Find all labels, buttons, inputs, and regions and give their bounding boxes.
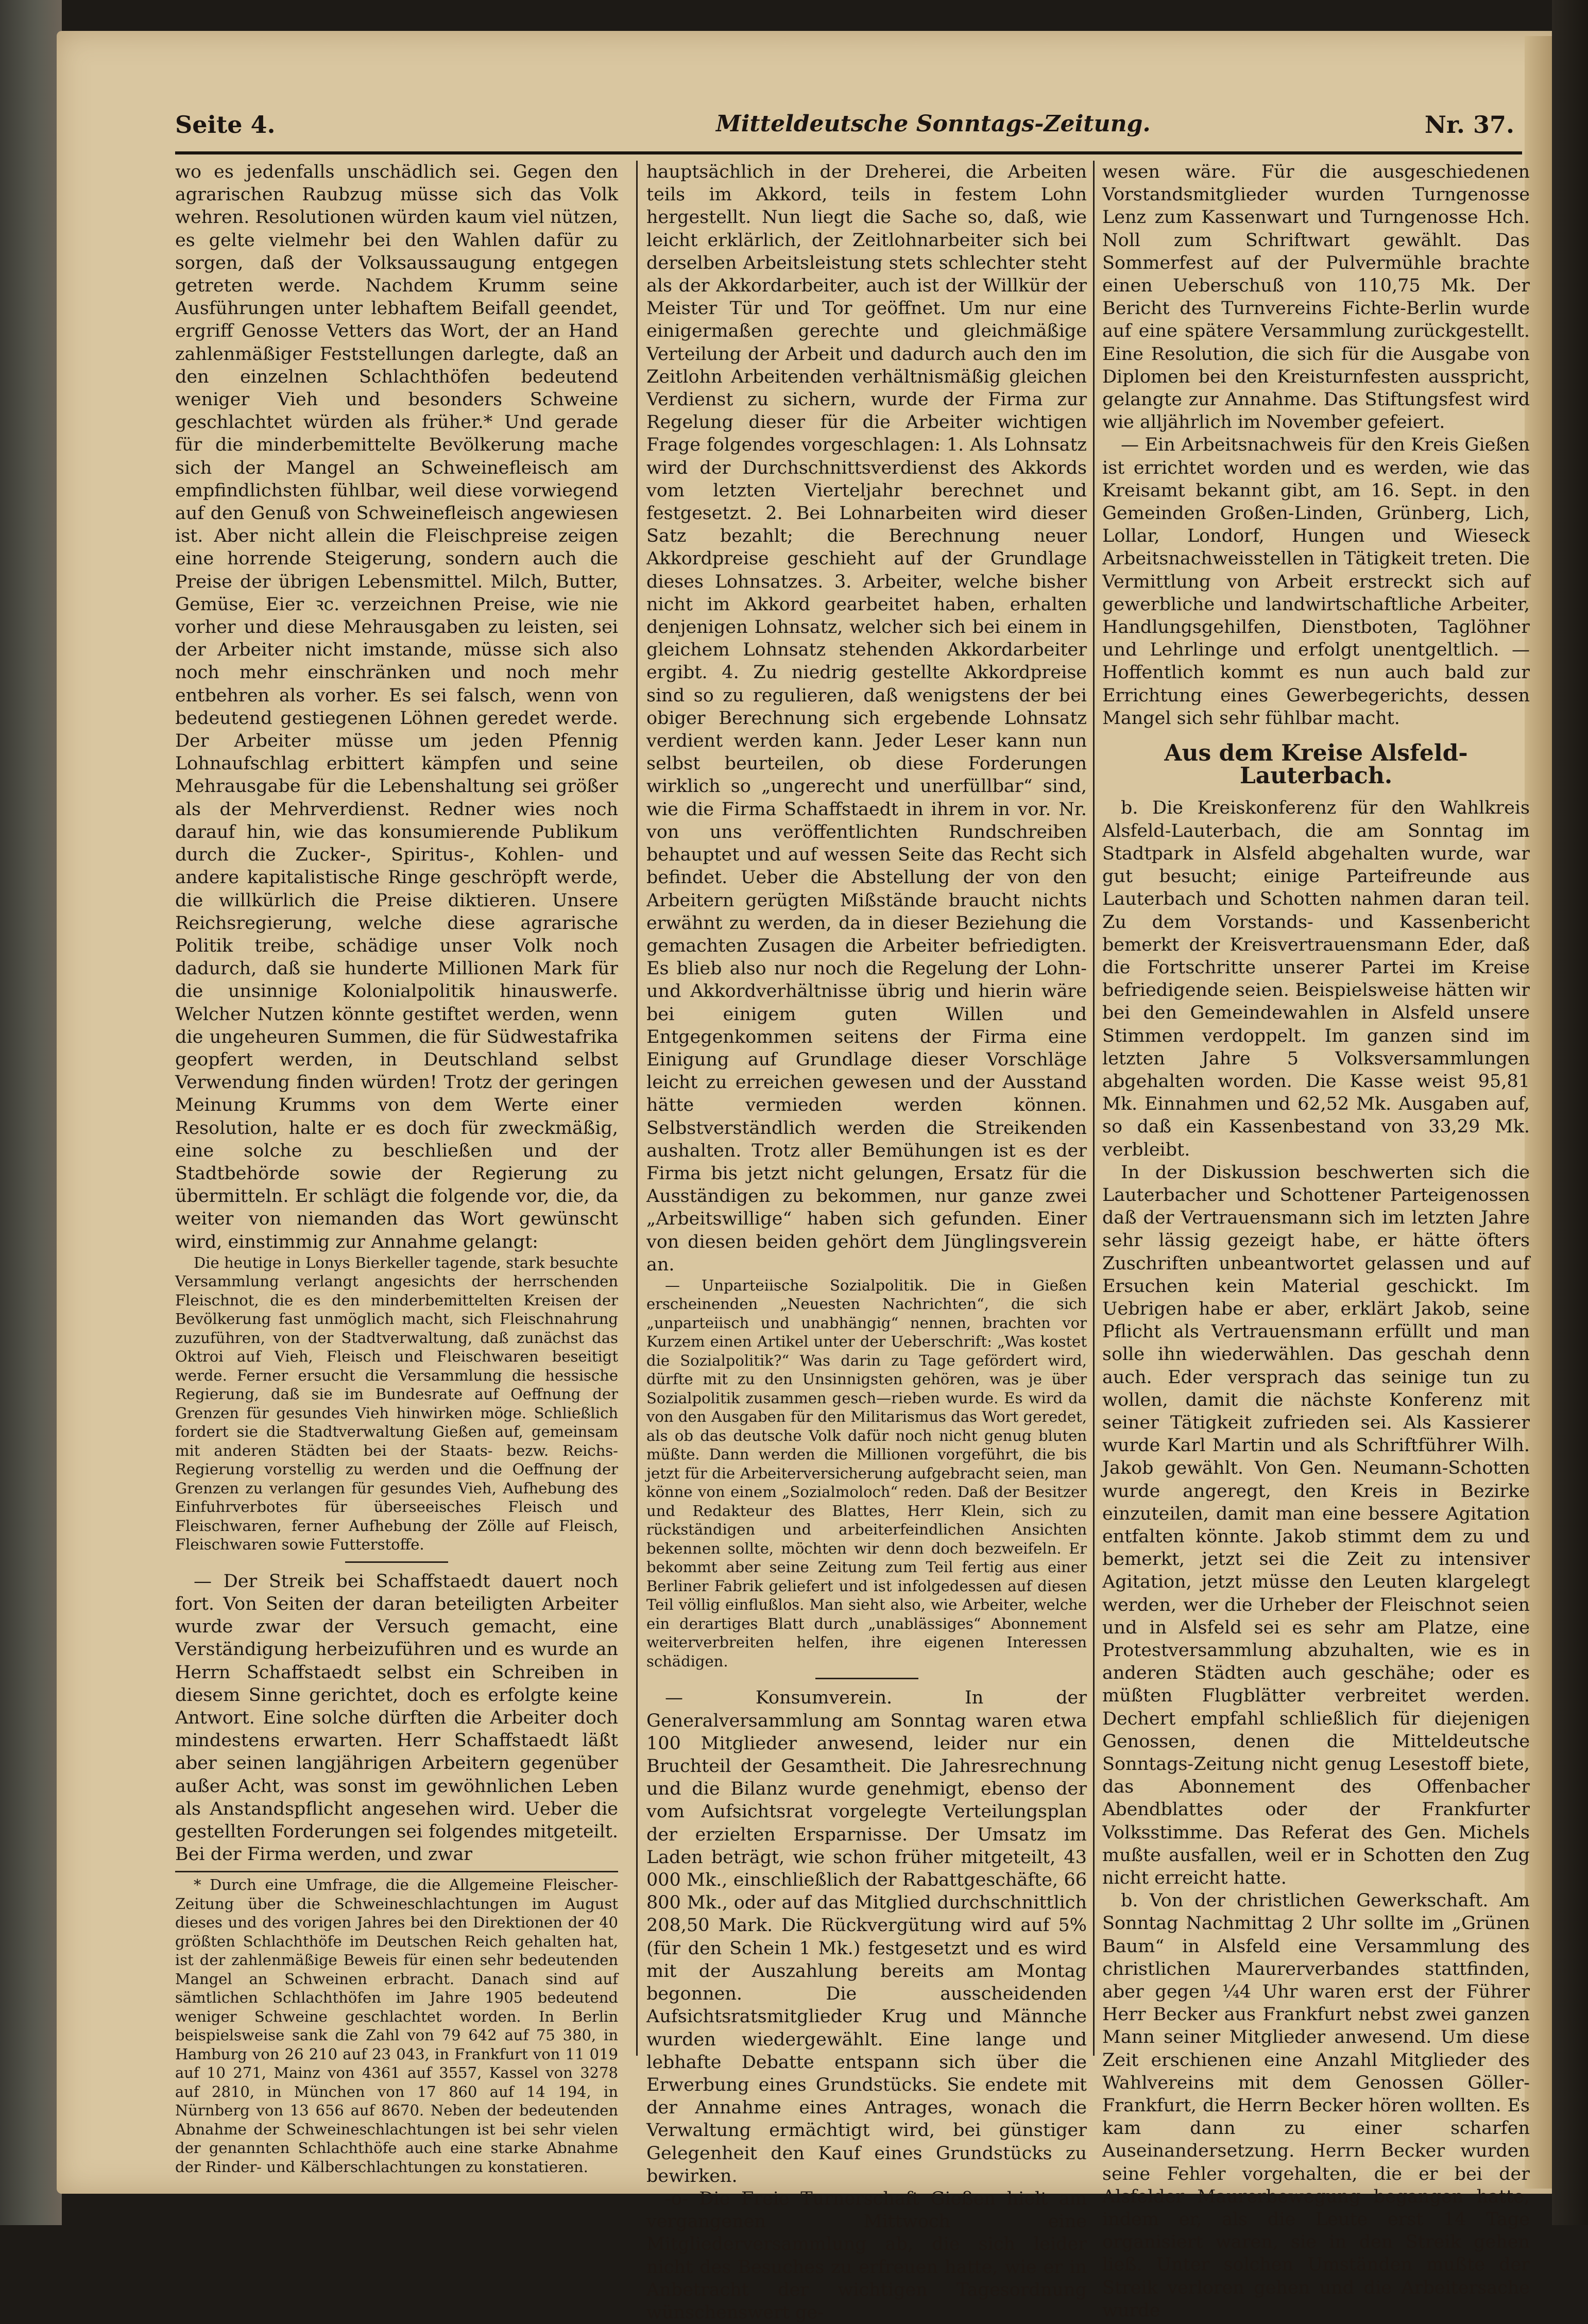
article-text: — Konsumverein. In der Generalversammlung am Sonntag waren etwa 100 Mitglieder anwesend, leider nur ein Bruchteil der Gesamtheit. Die Jahresrechnung und die Bilanz wurde genehmigt, ebenso der vom Aufsichtsrat vorgelegte Verteilungsplan der erzielten Ersparnisse. Der Umsatz im Laden beträgt, wie schon früher mitgeteilt, 43 000 Mk., einschließlich der Rabattgeschäfte, 66 800 Mk., oder auf das Mitglied durchschnittlich 208,50 Mark. Die Rückvergütung wird auf 5% (für den Schein 1 Mk.) festgesetzt und es wird mit der Auszahlung bereits am Montag begonnen. Die ausscheidenden Aufsichtsratsmitglieder Krug und Männche wurden wiedergewählt. Eine lange und lebhafte Debatte entspann sich über die Erwerbung eines Grundstücks. Sie endete mit der Annahme eines Antrages, wonach die Verwaltung ermächtigt wird, bei günstiger Gelegenheit den Kauf eines Grundstücks zu bewirken. [646,1688,1087,2187]
column-divider-1 [636,161,638,2056]
paper-title: Mitteldeutsche Sonntags-Zeitung. [716,111,1151,137]
column-3 [1102,161,1530,2321]
page-label: Seite 4. [175,111,276,139]
article-text: wesen wäre. Für die ausgeschiedenen Vorstandsmitglieder wurden Turngenosse Lenz zum Kassenwart und Turngenosse Hch. Noll zum Schriftwart gewählt. Das Sommerfest auf der Pulvermühle brachte einen Ueberschuß von 110,75 Mk. Der Bericht des Turnvereins Fichte-Berlin wurde auf eine spätere Versammlung zurückgestellt. Eine Resolution, die sich für die Ausgabe von Diplomen bei den Kreisturnfesten ausspricht, gelangte zur Annahme. Das Stiftungsfest wird wie alljährlich im November gefeiert. [1102,162,1530,433]
article-text: In der Diskussion beschwerten sich die Lauterbacher und Schottener Parteigenossen daß der Vertrauensmann sich im letzten Jahre sehr lässig gezeigt habe, er hätte öfters Zuschriften unbeantwortet gelassen und auf Ersuchen kein Material geschickt. Im Uebrigen habe er aber, erklärt Jakob, seine Pflicht als Vertrauensmann erfüllt und man solle ihn wiederwählen. Das geschah denn auch. Eder versprach das seinige tun zu wollen, damit die nächste Konferenz mit seiner Tätigkeit zufrieden sei. Als Kassierer wurde Karl Martin und als Schriftführer Wilh. Jakob gewählt. Von Gen. Neumann-Schotten wurde angeregt, den Kreis in Bezirke einzuteilen, damit man eine bessere Agitation entfalten könnte. Jakob stimmt dem zu und bemerkt, jetzt sei die Zeit zu intensiver Agitation, jetzt müsse den Leuten klargelegt werden, wer die Urheber der Fleischnot seien und in Alsfeld sei es sehr am Platze, eine Protestversammlung abzuhalten, wie es in anderen Städten auch geschähe; oder es müßten Flugblätter verbreitet werden. Dechert empfahl schließlich für diejenigen Genossen, denen die Mitteldeutsche Sonntags-Zeitung nicht genug Lesestoff biete, das Abonnement des Offenbacher Abendblattes oder der Frankfurter Volksstimme. Das Referat des Gen. Michels mußte ausfallen, weil er in Schotten den Zug nicht erreicht hatte. [1102,1162,1530,1889]
column-1 [175,161,618,2176]
separator [345,1561,448,1563]
footnote-rule [175,1871,618,1872]
header-rule [175,151,1522,154]
article-text: b. Von der christlichen Gewerkschaft. Am Sonntag Nachmittag 2 Uhr sollte im „Grünen Baum“ in Alsfeld eine Versammlung des christlichen Maurerverbandes stattfinden, aber gegen ¼4 Uhr waren erst der Führer Herr Becker aus Frankfurt nebst zwei ganzen Mann seiner Mitglieder anwesend. Um diese Zeit erschienen eine Anzahl Mitglieder des Wahlvereins mit dem Genossen Göller-Frankfurt, die Herrn Becker hören wollten. Es kam dann zu einer scharfen Auseinandersetzung. Herrn Becker wurden seine Fehler vorgehalten, die er bei der Alsfelder Maurerbewegung begangen hatte, indem er, als die Leute erst 14 Tage organisiert waren, sie in den Streik gehen ließ. Unter solchen Umständen mußte der Streik verloren gehen und die Arbeitersache wurde [1102,1890,1530,2321]
page-header [175,111,1514,147]
book-binding-left [0,0,62,2225]
column-2 [646,161,1087,2323]
book-binding-right [1552,0,1588,2225]
article-text: — Unparteiische Sozialpolitik. Die in Gießen erscheinenden „Neuesten Nachrichten“, die sich „unparteiisch und unabhängig“ nennen, brachten vor Kurzem einen Artikel unter der Ueberschrift: „Was kostet die Sozialpolitik?“ Was darin zu Tage gefördert wird, dürfte mit zu den Unsinnigsten gehören, was je über Sozialpolitik zusammen gesch—rieben wurde. Es wird da von den Ausgaben für den Militarismus das Wort geredet, als ob das deutsche Volk dafür noch nicht genug bluten müßte. Dann werden die Millionen vorgeführt, die bis jetzt für die Arbeiterversicherung aufgebracht seien, man könne von einem „Sozialmoloch“ reden. Daß der Besitzer und Redakteur des Blattes, Herr Klein, sich zu rückständigen und arbeiterfeindlichen Ansichten bekennen sollte, möchten wir denn doch bezweifeln. Er bekommt aber seine Zeitung zum Teil fertig aus einer Berliner Fabrik geliefert und ist infolgedessen auf diesen Teil völlig einflußlos. Man sieht also, wie Arbeiter, welche ein derartiges Blatt durch „unablässiges“ Abonnement weiterverbreiten helfen, ihre eigenen Interessen schädigen. [646,1276,1087,1670]
article-text: b. Die Kreiskonferenz für den Wahlkreis Alsfeld-Lauterbach, die am Sonntag im Stadtpark in Alsfeld abgehalten wurde, war gut besucht; einige Parteifreunde aus Lauterbach und Schotten nahmen daran teil. Zu dem Vorstands- und Kassenbericht bemerkt der Kreisvertrauensmann Eder, daß die Fortschritte unserer Partei im Kreise befriedigende seien. Beispielsweise hätten wir bei den Gemeindewahlen in Alsfeld unsere Stimmen verdoppelt. Im ganzen sind im letzten Jahre 5 Volksversammlungen abgehalten worden. Die Kasse weist 95,81 Mk. Einnahmen und 62,52 Mk. Ausgaben auf, so daß ein Kassenbestand von 33,29 Mk. verbleibt. [1102,798,1530,1160]
article-text: — Der Streik bei Schaffstaedt dauert noch fort. Von Seiten der daran beteiligten Arbeiter wurde zwar der Versuch gemacht, eine Verständigung herbeizuführen und es wurde an Herrn Schaffstaedt selbst ein Schreiben in diesem Sinne gerichtet, doch es erfolgte keine Antwort. Eine solche dürften die Arbeiter doch mindestens erwarten. Herr Schaffstaedt läßt aber seinen langjährigen Arbeitern gegenüber außer Acht, was sonst im gewöhnlichen Leben als Anstandspflicht angesehen wird. Ueber die gestellten Forderungen sei folgendes mitgeteilt. Bei der Firma werden, und zwar [175,1571,618,1865]
issue-number: Nr. 37. [1424,111,1514,139]
resolution-text: Die heutige in Lonys Bierkeller tagende, stark besuchte Versammlung verlangt angesichts der herrschenden Fleischnot, die es den minderbemittelten Kreisen der Bevölkerung fast unmöglich macht, sich Fleischnahrung zuzuführen, von der Stadtverwaltung, daß zunächst das Oktroi auf Vieh, Fleisch und Fleischwaren beseitigt werde. Ferner ersucht die Versammlung die hessische Regierung, daß sie im Bundesrate auf Oeffnung der Grenzen für gesundes Vieh hinwirken möge. Schließlich fordert sie die Stadtverwaltung Gießen auf, gemeinsam mit anderen Städten bei der Staats- bezw. Reichs-Regierung vorstellig zu werden und die Oeffnung der Grenzen zu verlangen für gesundes Vieh, Aufhebung des Einfuhrverbotes für überseeisches Fleisch und Fleischwaren, ferner Aufhebung der Zölle auf Fleisch, Fleischwaren sowie Futterstoffe. [175,1253,618,1554]
article-text: -o- Die Freie Turnerschaft Gießen hielt am vergangenen Mittwoch eine Mitgliederversammlung ab, die sich leider nicht des Besuches zu erfreuen hatte, wie er in Anbetracht der wichtigen Tagesordnung wünschenswert ge- [646,2188,1087,2323]
article-text: — Ein Arbeitsnachweis für den Kreis Gießen ist errichtet worden und es werden, wie das Kreisamt bekannt gibt, am 16. Sept. in den Gemeinden Großen-Linden, Grünberg, Lich, Lollar, Londorf, Hungen und Wieseck Arbeitsnachweisstellen in Tätigkeit treten. Die Vermittlung von Arbeit erstreckt sich auf gewerbliche und landwirtschaftliche Arbeiter, Handlungsgehilfen, Dienstboten, Taglöhner und Lehrlinge und erfolgt unentgeltlich. — Hoffentlich kommt es nun auch bald zur Errichtung eines Gewerbegerichts, dessen Mangel sich sehr fühlbar macht. [1102,435,1530,729]
article-text: wo es jedenfalls unschädlich sei. Gegen den agrarischen Raubzug müsse sich das Volk wehren. Resolutionen würden kaum viel nützen, es gelte vielmehr bei den Wahlen dafür zu sorgen, daß der Volksaussaugung entgegen getreten werde. Nachdem Krumm seine Ausführungen unter lebhaftem Beifall geendet, ergriff Genosse Vetters das Wort, der an Hand zahlenmäßiger Feststellungen darlegte, daß an den einzelnen Schlachthöfen bedeutend weniger Vieh und besonders Schweine geschlachtet würden als früher.* Und gerade für die minderbemittelte Bevölkerung mache sich der Mangel an Schweinefleisch am empfindlichsten fühlbar, weil diese vorwiegend auf den Genuß von Schweinefleisch angewiesen ist. Aber nicht allein die Fleischpreise zeigen eine horrende Steigerung, sondern auch die Preise der übrigen Lebensmittel. Milch, Butter, Gemüse, Eier ꝛc. verzeichnen Preise, wie nie vorher und diese Mehrausgaben zu leisten, sei der Arbeiter nicht imstande, müsse sich also noch mehr einschränken und noch mehr entbehren als vorher. Es sei falsch, wenn von bedeutend gestiegenen Löhnen geredet werde. Der Arbeiter müsse um jeden Pfennig Lohnaufschlag erbittert kämpfen und seine Mehrausgabe für die Lebenshaltung sei größer als der Mehrverdienst. Redner wies noch darauf hin, wie das konsumierende Publikum durch die Zucker-, Spiritus-, Kohlen- und andere kapitalistische Ringe geschröpft werde, die willkürlich die Preise diktieren. Unsere Reichsregierung, welche diese agrarische Politik treibe, schädige unser Volk noch dadurch, daß sie hunderte Millionen Mark für die unsinnige Kolonialpolitik hinauswerfe. Welcher Nutzen könnte gestiftet werden, wenn die ungeheuren Summen, die für Südwestafrika geopfert werden, in Deutschland selbst Verwendung finden würden! Trotz der geringen Meinung Krumms von dem Werte einer Resolution, halte er es doch für zweckmäßig, eine solche zu beschließen und der Stadtbehörde sowie der Regierung zu übermitteln. Er schlägt die folgende vor, die, da weiter von niemanden das Wort gewünscht wird, einstimmig zur Annahme gelangt: [175,162,618,1252]
footnote: * Durch eine Umfrage, die die Allgemeine Fleischer-Zeitung über die Schweineschlachtungen im August dieses und des vorigen Jahres bei den Direktionen der 40 größten Schlachthöfe im Deutschen Reich gehalten hat, ist der zahlenmäßige Beweis für einen sehr bedeutenden Mangel an Schweinen erbracht. Danach sind auf sämtlichen Schlachthöfen im Jahre 1905 bedeutend weniger Schweine geschlachtet worden. In Berlin beispielsweise sank die Zahl von 79 642 auf 75 380, in Hamburg von 26 210 auf 23 043, in Frankfurt von 11 019 auf 10 271, Mainz von 4361 auf 3557, Kassel von 3278 auf 2810, in München von 17 860 auf 14 194, in Nürnberg von 13 656 auf 8670. Neben der bedeutenden Abnahme der Schweineschlachtungen ist bei sehr vielen der genannten Schlachthöfe auch eine starke Abnahme der Rinder- und Kälberschlachtungen zu konstatieren. [175,1876,618,2176]
separator [815,1678,918,1679]
article-text: hauptsächlich in der Dreherei, die Arbeiten teils im Akkord, teils in festem Lohn hergestellt. Nun liegt die Sache so, daß, wie leicht erklärlich, der Zeitlohnarbeiter sich bei derselben Arbeitsleistung stets schlechter steht als der Akkordarbeiter, auch ist der Willkür der Meister Tür und Tor geöffnet. Um nur eine einigermaßen gerechte und gleichmäßige Verteilung der Arbeit und dadurch auch den im Zeitlohn Arbeitenden verhältnismäßig gleichen Verdienst zu sichern, wurde der Firma zur Regelung dieser für die Arbeiter wichtigen Frage folgendes vorgeschlagen: 1. Als Lohnsatz wird der Durchschnittsverdienst des Akkords vom letzten Vierteljahr berechnet und festgesetzt. 2. Bei Lohnarbeiten wird dieser Satz bezahlt; die Berechnung neuer Akkordpreise geschieht auf der Grundlage dieses Lohnsatzes. 3. Arbeiter, welche bisher nicht im Akkord gearbeitet haben, erhalten denjenigen Lohnsatz, welcher sich bei einem in gleichem Lohnsatz stehenden Akkordarbeiter ergibt. 4. Zu niedrig gestellte Akkordpreise sind so zu regulieren, daß wenigstens der bei obiger Berechnung sich ergebende Lohnsatz verdient werden kann. Jeder Leser kann nun selbst beurteilen, ob diese Forderungen wirklich so „ungerecht und unerfüllbar“ sind, wie die Firma Schaffstaedt in ihrem in vor. Nr. von uns veröffentlichten Rundschreiben behauptet und auf wessen Seite das Recht sich befindet. Ueber die Abstellung der von den Arbeitern gerügten Mißstände braucht nichts erwähnt zu werden, da in dieser Beziehung die gemachten Zusagen die Arbeiter befriedigten. Es blieb also nur noch die Regelung der Lohn- und Akkordverhältnisse übrig und hierin wäre bei einigem guten Willen und Entgegenkommen seitens der Firma eine Einigung auf Grundlage dieser Vorschläge leicht zu erreichen gewesen und der Ausstand hätte vermieden werden können. Selbstverständlich werden die Streikenden aushalten. Trotz aller Bemühungen ist es der Firma bis jetzt nicht gelungen, Ersatz für die Ausständigen zu bekommen, nur ganze zwei „Arbeitswillige“ haben sich gefunden. Einer von diesen beiden gehört dem Jünglingsverein an. [646,162,1087,1275]
column-divider-2 [1093,161,1095,2056]
section-heading: Aus dem Kreise Alsfeld-Lauterbach. [1164,740,1468,789]
